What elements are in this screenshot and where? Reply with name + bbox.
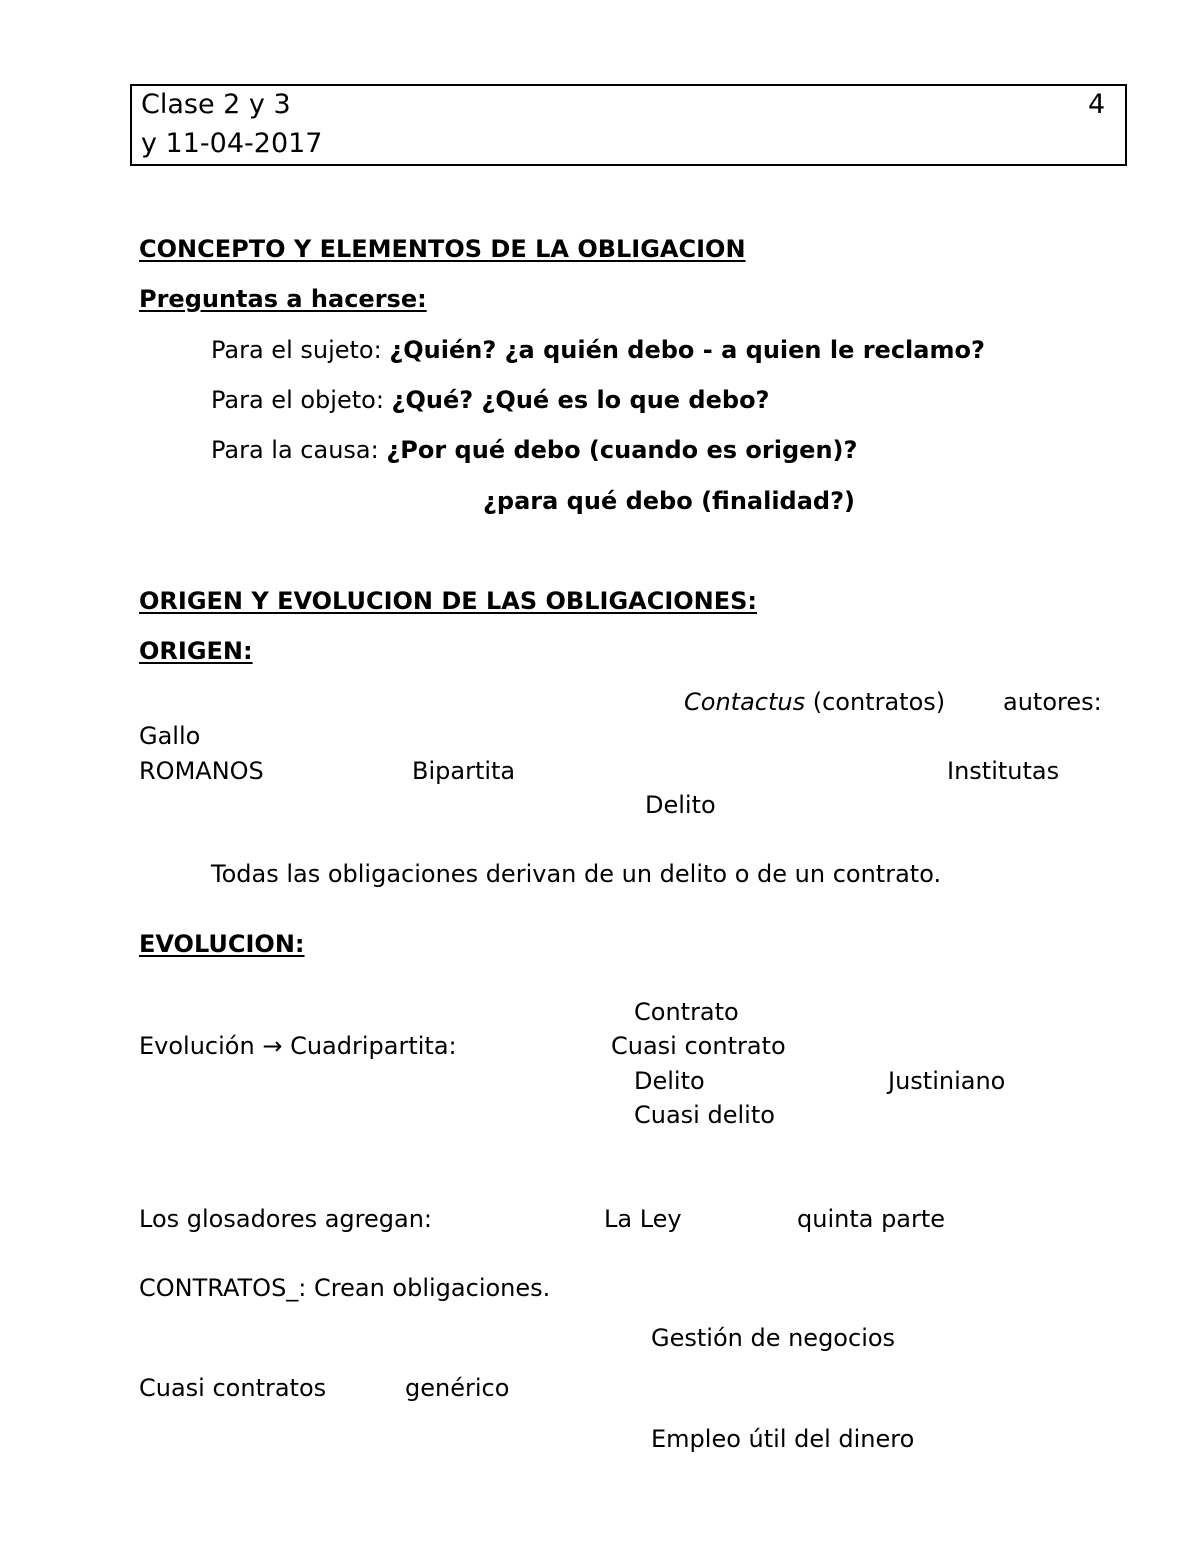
evolucion-item: Cuasi contrato <box>611 1032 786 1060</box>
question-label: Para la causa: <box>211 436 387 464</box>
empleo-label: Empleo útil del dinero <box>651 1425 915 1453</box>
header-title: Clase 2 y 3 <box>141 89 291 120</box>
section-heading-origen-evolucion: ORIGEN Y EVOLUCION DE LAS OBLIGACIONES: <box>139 587 758 615</box>
justiniano-label: Justiniano <box>888 1067 1006 1095</box>
generico-label: genérico <box>405 1374 510 1402</box>
question-text: ¿Quién? ¿a quién debo - a quien le reclamo? <box>389 336 985 364</box>
evolucion-line <box>139 1032 457 1061</box>
delito-label: Delito <box>645 791 716 819</box>
question-label: Para el sujeto: <box>211 336 390 364</box>
section-heading-concepto: CONCEPTO Y ELEMENTOS DE LA OBLIGACION <box>139 235 746 263</box>
question-label: Para el objeto: <box>211 386 392 414</box>
todas-paragraph: Todas las obligaciones derivan de un delito o de un contrato. <box>211 860 942 888</box>
question-finalidad: ¿para qué debo (finalidad?) <box>483 487 855 515</box>
romanos-label: ROMANOS <box>139 757 264 785</box>
question-sujeto <box>211 336 985 365</box>
question-text: ¿Qué? ¿Qué es lo que debo? <box>391 386 770 414</box>
gallo-label: Gallo <box>139 722 201 750</box>
institutas-label: Institutas <box>947 757 1060 785</box>
gestion-label: Gestión de negocios <box>651 1324 896 1352</box>
question-causa <box>211 436 857 465</box>
question-objeto <box>211 386 769 415</box>
autores-label: autores: <box>1003 688 1102 716</box>
la-ley-label: La Ley <box>604 1205 682 1233</box>
cuadripartita-label: Cuadripartita: <box>290 1032 457 1060</box>
arrow-right-icon: → <box>262 1032 283 1060</box>
glosadores-label: Los glosadores agregan: <box>139 1205 433 1233</box>
contactus-line <box>684 688 945 717</box>
question-text: ¿Por qué debo (cuando es origen)? <box>386 436 858 464</box>
evolucion-item: Delito <box>634 1067 705 1095</box>
page-number: 4 <box>1088 89 1106 120</box>
evolucion-label: Evolución <box>139 1032 255 1060</box>
contratos-term: (contratos) <box>805 688 946 716</box>
contratos-line: CONTRATOS_: Crean obligaciones. <box>139 1274 551 1302</box>
subheading-preguntas: Preguntas a hacerse: <box>139 285 427 313</box>
quinta-parte-label: quinta parte <box>797 1205 946 1233</box>
cuasi-contratos-label: Cuasi contratos <box>139 1374 327 1402</box>
subheading-origen: ORIGEN: <box>139 637 253 665</box>
bipartita-label: Bipartita <box>412 757 516 785</box>
evolucion-item: Cuasi delito <box>634 1101 775 1129</box>
evolucion-item: Contrato <box>634 998 739 1026</box>
section-heading-evolucion: EVOLUCION: <box>139 930 305 958</box>
header-date: y 11-04-2017 <box>141 128 323 159</box>
contactus-term: Contactus <box>684 688 806 716</box>
